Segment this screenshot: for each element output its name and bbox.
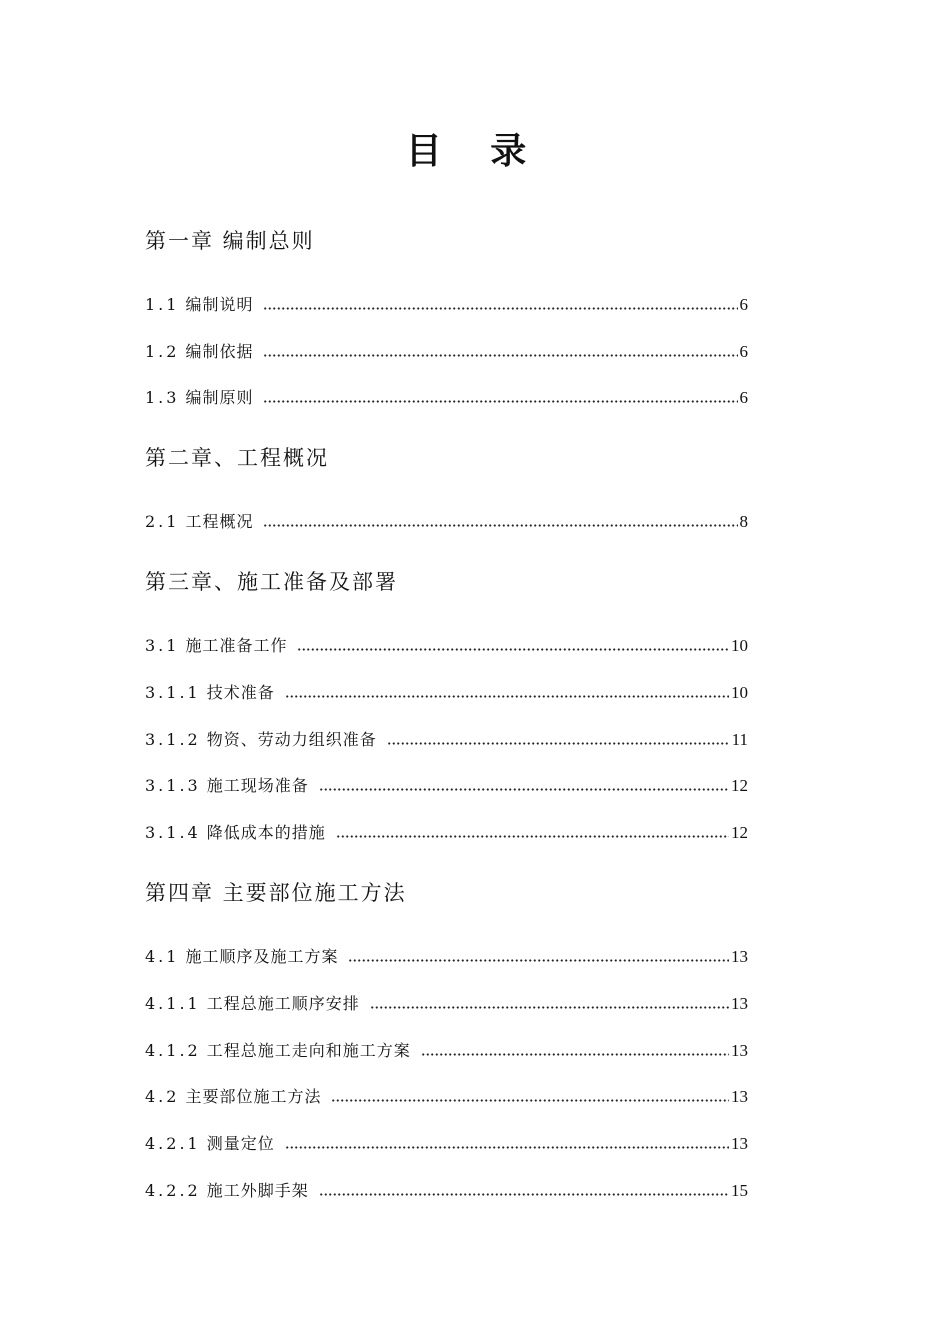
entry-number: 3.1.1 bbox=[145, 683, 201, 702]
entry-page-number: 11 bbox=[731, 730, 748, 749]
toc-entry[interactable] bbox=[145, 633, 748, 659]
entry-number: 2.1 bbox=[145, 512, 180, 531]
entry-page-number: 10 bbox=[731, 683, 748, 702]
entry-page-number: 13 bbox=[731, 1041, 748, 1060]
toc-entry[interactable] bbox=[145, 727, 748, 753]
chapter-heading[interactable]: 第四章 主要部位施工方法 bbox=[145, 881, 407, 905]
toc-entry[interactable] bbox=[145, 680, 748, 706]
entry-number: 1.1 bbox=[145, 295, 180, 314]
toc-entry[interactable] bbox=[145, 1178, 748, 1204]
entry-number: 3.1.4 bbox=[145, 823, 201, 842]
entry-page-number: 6 bbox=[739, 388, 748, 407]
entry-title: 编制原则 bbox=[185, 388, 254, 407]
toc-entry[interactable] bbox=[145, 292, 748, 318]
entry-title: 编制说明 bbox=[185, 295, 254, 314]
entry-title: 施工现场准备 bbox=[206, 776, 309, 795]
dot-leader bbox=[331, 1099, 729, 1102]
chapter-heading[interactable]: 第二章、工程概况 bbox=[145, 446, 329, 470]
chapter-heading[interactable]: 第一章 编制总则 bbox=[145, 229, 315, 253]
dot-leader bbox=[387, 742, 730, 745]
toc-entry[interactable] bbox=[145, 773, 748, 799]
dot-leader bbox=[336, 835, 729, 838]
entry-title: 物资、劳动力组织准备 bbox=[206, 730, 377, 749]
entry-number: 1.3 bbox=[145, 388, 180, 407]
chapter-heading[interactable]: 第三章、施工准备及部署 bbox=[145, 570, 398, 594]
toc-entry[interactable] bbox=[145, 509, 748, 535]
entry-title: 技术准备 bbox=[206, 683, 275, 702]
entry-number: 3.1 bbox=[145, 636, 180, 655]
toc-entry[interactable] bbox=[145, 820, 748, 846]
entry-number: 3.1.3 bbox=[145, 776, 201, 795]
entry-page-number: 10 bbox=[731, 636, 748, 655]
toc-entry[interactable] bbox=[145, 991, 748, 1017]
entry-page-number: 6 bbox=[739, 295, 748, 314]
dot-leader bbox=[370, 1006, 729, 1009]
toc-entry[interactable] bbox=[145, 944, 748, 970]
dot-leader bbox=[263, 307, 737, 310]
entry-page-number: 12 bbox=[731, 776, 748, 795]
entry-number: 4.2.2 bbox=[145, 1181, 201, 1200]
toc-entry[interactable] bbox=[145, 1084, 748, 1110]
dot-leader bbox=[297, 648, 729, 651]
entry-title: 编制依据 bbox=[185, 342, 254, 361]
entry-title: 工程总施工顺序安排 bbox=[206, 994, 360, 1013]
entry-page-number: 13 bbox=[731, 1087, 748, 1106]
entry-title: 施工顺序及施工方案 bbox=[185, 947, 339, 966]
entry-title: 工程概况 bbox=[185, 512, 254, 531]
entry-number: 4.1.1 bbox=[145, 994, 201, 1013]
dot-leader bbox=[421, 1053, 729, 1056]
entry-number: 3.1.2 bbox=[145, 730, 201, 749]
entry-title: 工程总施工走向和施工方案 bbox=[206, 1041, 411, 1060]
dot-leader bbox=[263, 524, 737, 527]
toc-entry[interactable] bbox=[145, 1131, 748, 1157]
entry-page-number: 12 bbox=[731, 823, 748, 842]
entry-number: 4.1 bbox=[145, 947, 180, 966]
entry-title: 降低成本的措施 bbox=[206, 823, 326, 842]
dot-leader bbox=[263, 354, 737, 357]
entry-page-number: 13 bbox=[731, 994, 748, 1013]
entry-number: 4.1.2 bbox=[145, 1041, 201, 1060]
entry-title: 施工外脚手架 bbox=[206, 1181, 309, 1200]
dot-leader bbox=[285, 695, 729, 698]
entry-page-number: 13 bbox=[731, 1134, 748, 1153]
entry-title: 主要部位施工方法 bbox=[185, 1087, 322, 1106]
entry-title: 测量定位 bbox=[206, 1134, 275, 1153]
entry-number: 4.2.1 bbox=[145, 1134, 201, 1153]
dot-leader bbox=[263, 400, 737, 403]
toc-entry[interactable] bbox=[145, 385, 748, 411]
toc-entry[interactable] bbox=[145, 1038, 748, 1064]
dot-leader bbox=[319, 788, 729, 791]
entry-number: 1.2 bbox=[145, 342, 180, 361]
entry-title: 施工准备工作 bbox=[185, 636, 288, 655]
entry-number: 4.2 bbox=[145, 1087, 180, 1106]
dot-leader bbox=[348, 959, 729, 962]
dot-leader bbox=[285, 1146, 729, 1149]
dot-leader bbox=[319, 1193, 729, 1196]
entry-page-number: 8 bbox=[739, 512, 748, 531]
page-title: 目 录 bbox=[405, 131, 545, 172]
toc-entry[interactable] bbox=[145, 339, 748, 365]
entry-page-number: 15 bbox=[731, 1181, 748, 1200]
entry-page-number: 6 bbox=[739, 342, 748, 361]
entry-page-number: 13 bbox=[731, 947, 748, 966]
